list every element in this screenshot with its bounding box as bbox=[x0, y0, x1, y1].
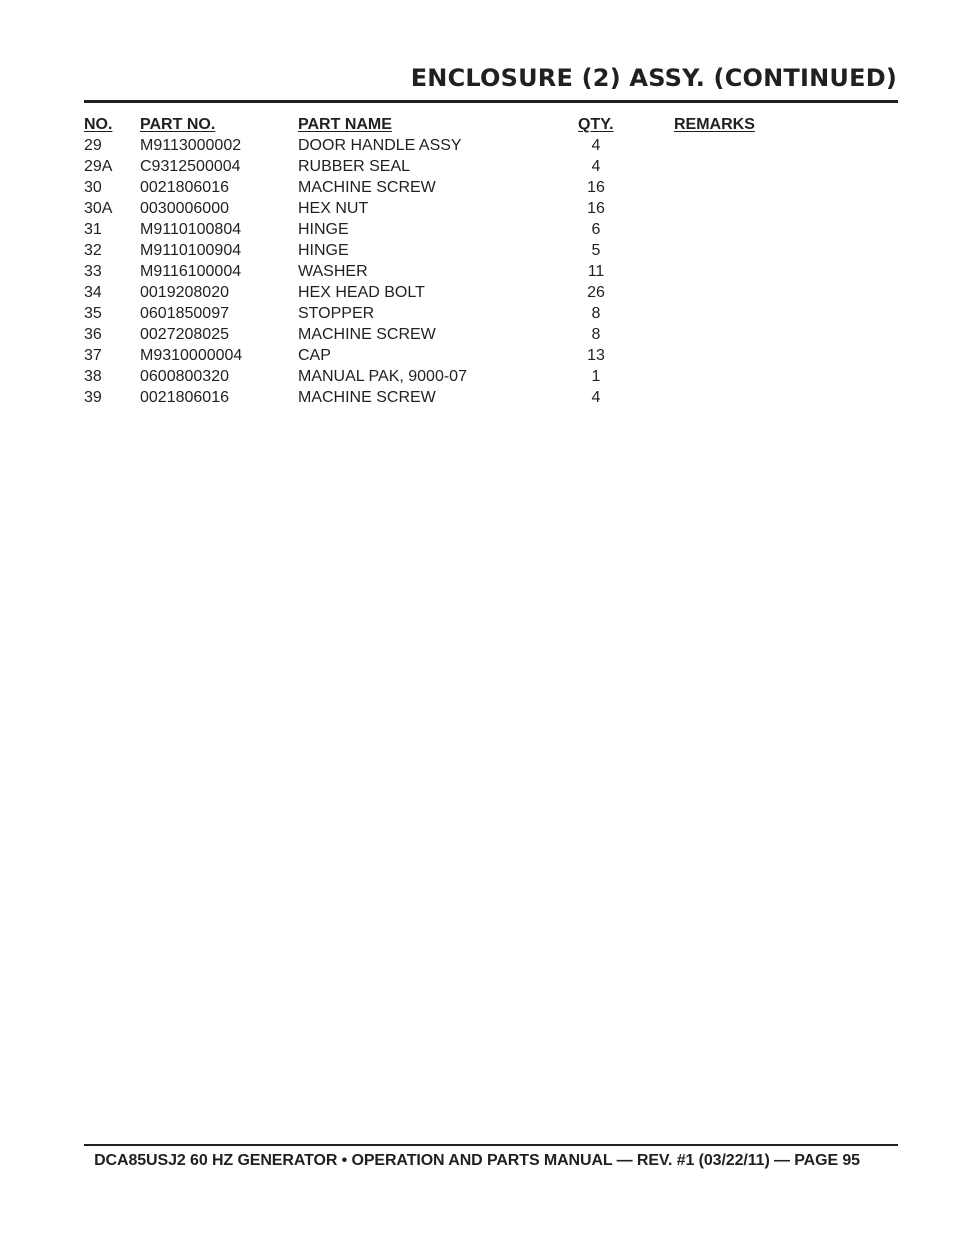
column-header-qty: QTY. bbox=[578, 116, 614, 133]
cell-part-name: MACHINE SCREW bbox=[298, 389, 436, 406]
cell-qty: 16 bbox=[587, 179, 605, 196]
page-title: ENCLOSURE (2) ASSY. (CONTINUED) bbox=[410, 64, 897, 92]
cell-part-name: HEX HEAD BOLT bbox=[298, 284, 425, 301]
cell-no: 29 bbox=[84, 137, 102, 154]
cell-no: 38 bbox=[84, 368, 102, 385]
cell-qty: 4 bbox=[591, 389, 601, 406]
table-row bbox=[84, 156, 898, 177]
table-row bbox=[84, 240, 898, 261]
table-row bbox=[84, 261, 898, 282]
title-divider bbox=[84, 100, 898, 103]
cell-qty: 1 bbox=[591, 368, 601, 385]
table-row bbox=[84, 219, 898, 240]
footer-divider bbox=[84, 1144, 898, 1146]
cell-no: 30 bbox=[84, 179, 102, 196]
page-footer: DCA85USJ2 60 HZ GENERATOR • OPERATION AND PARTS MANUAL — REV. #1 (03/22/11) — PAGE 95 bbox=[94, 1152, 860, 1169]
cell-no: 31 bbox=[84, 221, 102, 238]
cell-qty: 4 bbox=[591, 137, 601, 154]
cell-part-name: HINGE bbox=[298, 242, 349, 259]
table-row bbox=[84, 303, 898, 324]
cell-part-no: 0030006000 bbox=[140, 200, 229, 217]
cell-qty: 5 bbox=[591, 242, 601, 259]
cell-part-no: M9113000002 bbox=[140, 137, 242, 154]
cell-qty: 13 bbox=[587, 347, 605, 364]
column-header-remarks: REMARKS bbox=[674, 116, 755, 133]
cell-no: 37 bbox=[84, 347, 102, 364]
cell-part-name: STOPPER bbox=[298, 305, 375, 322]
table-row bbox=[84, 366, 898, 387]
cell-part-no: 0027208025 bbox=[140, 326, 229, 343]
cell-no: 33 bbox=[84, 263, 102, 280]
cell-part-no: M9110100804 bbox=[140, 221, 242, 238]
cell-part-no: C9312500004 bbox=[140, 158, 241, 175]
cell-no: 32 bbox=[84, 242, 102, 259]
cell-qty: 6 bbox=[591, 221, 601, 238]
table-row bbox=[84, 345, 898, 366]
cell-part-no: 0600800320 bbox=[140, 368, 229, 385]
cell-part-no: 0021806016 bbox=[140, 389, 229, 406]
cell-part-no: 0601850097 bbox=[140, 305, 229, 322]
cell-part-no: 0021806016 bbox=[140, 179, 229, 196]
cell-qty: 11 bbox=[587, 263, 605, 280]
cell-qty: 4 bbox=[591, 158, 601, 175]
cell-no: 39 bbox=[84, 389, 102, 406]
table-row bbox=[84, 282, 898, 303]
cell-no: 29A bbox=[84, 158, 113, 175]
parts-table bbox=[84, 114, 898, 408]
cell-qty: 16 bbox=[587, 200, 605, 217]
cell-part-name: HEX NUT bbox=[298, 200, 369, 217]
table-row bbox=[84, 387, 898, 408]
cell-part-name: MACHINE SCREW bbox=[298, 179, 436, 196]
cell-part-name: WASHER bbox=[298, 263, 368, 280]
cell-part-no: 0019208020 bbox=[140, 284, 229, 301]
cell-qty: 8 bbox=[591, 305, 601, 322]
cell-no: 34 bbox=[84, 284, 102, 301]
column-header-part-name: PART NAME bbox=[298, 116, 392, 133]
cell-qty: 8 bbox=[591, 326, 601, 343]
cell-part-name: RUBBER SEAL bbox=[298, 158, 411, 175]
cell-part-name: CAP bbox=[298, 347, 331, 364]
table-row bbox=[84, 324, 898, 345]
table-row bbox=[84, 135, 898, 156]
cell-no: 35 bbox=[84, 305, 102, 322]
cell-qty: 26 bbox=[587, 284, 605, 301]
cell-part-name: MACHINE SCREW bbox=[298, 326, 436, 343]
cell-part-name: HINGE bbox=[298, 221, 349, 238]
table-row bbox=[84, 177, 898, 198]
cell-part-no: M9110100904 bbox=[140, 242, 242, 259]
cell-part-name: DOOR HANDLE ASSY bbox=[298, 137, 462, 154]
cell-part-no: M9116100004 bbox=[140, 263, 242, 280]
table-body bbox=[84, 135, 898, 408]
cell-part-no: M9310000004 bbox=[140, 347, 243, 364]
table-header-row bbox=[84, 114, 898, 135]
table-row bbox=[84, 198, 898, 219]
column-header-no: NO. bbox=[84, 116, 113, 133]
cell-no: 30A bbox=[84, 200, 113, 217]
column-header-part-no: PART NO. bbox=[140, 116, 216, 133]
cell-part-name: MANUAL PAK, 9000-07 bbox=[298, 368, 467, 385]
cell-no: 36 bbox=[84, 326, 102, 343]
